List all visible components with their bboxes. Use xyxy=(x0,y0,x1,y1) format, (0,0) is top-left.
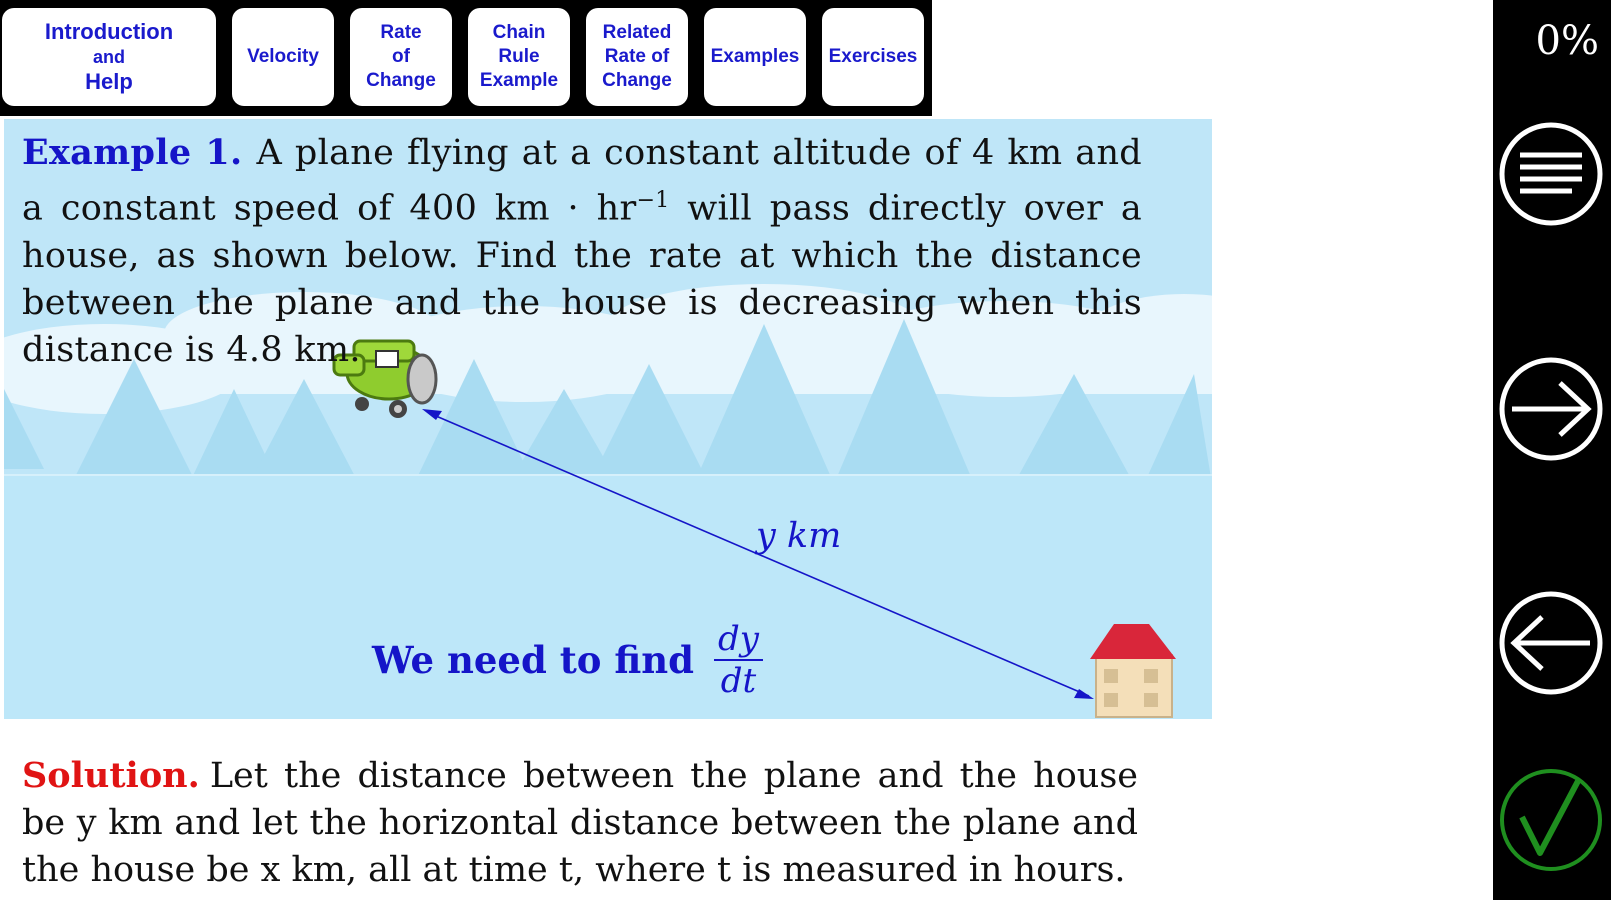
tab-label-line: Change xyxy=(366,69,436,91)
check-icon xyxy=(1498,767,1604,873)
example-text-part-2: will pass directly over a house, as shown below. Find the rate at which the distance between the plane and the house is decreasing when this distance is 4.8 km. xyxy=(22,188,1142,370)
tab-label-line: Help xyxy=(85,69,133,95)
tab-label-line: Example xyxy=(479,69,559,91)
solution-label: Solution. xyxy=(22,755,200,796)
tab-label-line: Chain xyxy=(492,22,546,44)
goal-statement xyxy=(372,619,763,701)
tab-introduction-and-help[interactable] xyxy=(2,8,216,106)
back-button[interactable] xyxy=(1498,590,1604,696)
tab-label-line: Change xyxy=(602,69,672,91)
arrowhead-top xyxy=(422,409,442,420)
tab-label-line: Rate xyxy=(380,22,422,44)
tab-label-line: Rule xyxy=(498,46,540,68)
menu-button[interactable] xyxy=(1498,121,1604,227)
progress-indicator: 0% xyxy=(1535,18,1599,64)
tab-rate-of-change[interactable] xyxy=(350,8,452,106)
example-panel xyxy=(4,119,1212,719)
tab-exercises[interactable] xyxy=(822,8,924,106)
tab-chain-rule-example[interactable] xyxy=(468,8,570,106)
menu-icon xyxy=(1498,121,1604,227)
example-text-part-1: A plane flying at a constant altitude of 4 km and a constant speed of 400 km · hr xyxy=(22,133,1143,229)
tab-examples[interactable] xyxy=(704,8,806,106)
solution-paragraph xyxy=(22,752,1138,894)
tab-bar xyxy=(0,0,932,116)
tab-label-line: Exercises xyxy=(828,46,918,68)
example-label: Example 1. xyxy=(22,132,243,173)
tab-label-line: Related xyxy=(602,22,672,44)
fraction-numerator: dy xyxy=(714,619,763,661)
tab-label-line: Velocity xyxy=(247,46,319,68)
check-button[interactable] xyxy=(1498,767,1604,873)
tab-label-line: Examples xyxy=(710,46,800,68)
solution-text: Let the distance between the plane and the house be y km and let the horizontal distance between the plane and the house be x km, all at time t, where t is measured in hours. xyxy=(22,756,1138,890)
need-text: We need to find xyxy=(372,638,695,682)
derivative-fraction xyxy=(714,619,763,701)
example-statement xyxy=(22,129,1142,374)
arrow-right-icon xyxy=(1498,356,1604,462)
tab-label-line: and xyxy=(92,46,125,67)
tab-related-rate-of-change[interactable] xyxy=(586,8,688,106)
distance-label: y km xyxy=(756,516,842,556)
tab-label-line: Rate of xyxy=(604,46,670,68)
right-sidebar xyxy=(1493,0,1611,900)
fraction-denominator: dt xyxy=(720,661,757,701)
example-superscript: −1 xyxy=(636,188,670,213)
tab-velocity[interactable] xyxy=(232,8,334,106)
next-button[interactable] xyxy=(1498,356,1604,462)
tab-label-line: Introduction xyxy=(44,19,174,45)
arrow-left-icon xyxy=(1498,590,1604,696)
tab-label-line: of xyxy=(392,46,410,68)
